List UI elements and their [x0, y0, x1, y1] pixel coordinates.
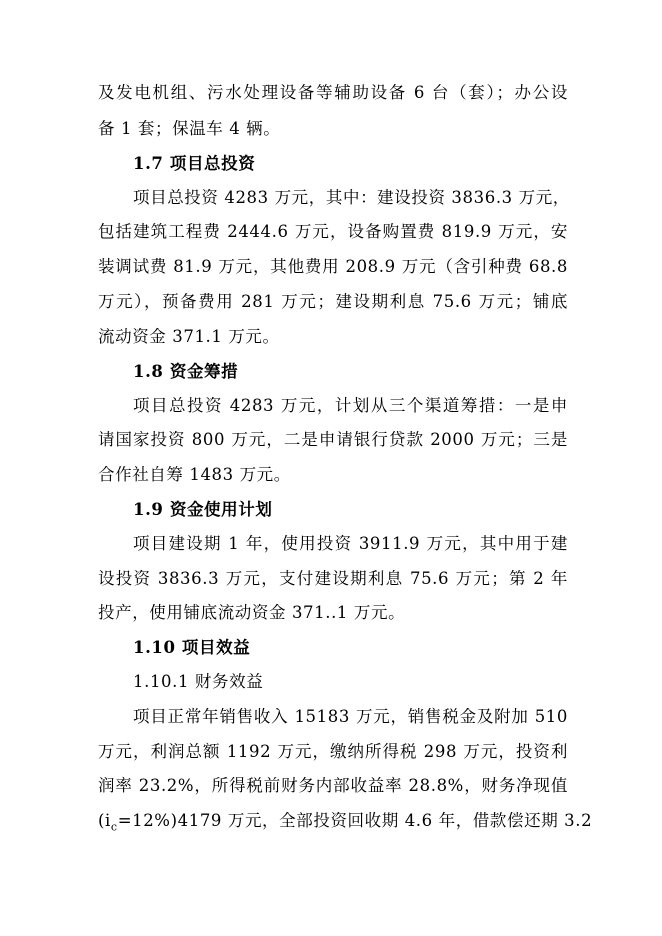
section-heading-1-7: 1.7 项目总投资: [133, 154, 256, 173]
section-heading-1-10: 1.10 项目效益: [133, 638, 251, 657]
paragraph-line: 装调试费 81.9 万元，其他费用 208.9 万元（含引种费 68.8: [98, 257, 568, 276]
paragraph-line: 流动资金 371.1 万元。: [98, 327, 280, 346]
paragraph-line: 项目建设期 1 年，使用投资 3911.9 万元，其中用于建: [133, 534, 568, 553]
paragraph-line: 润率 23.2%，所得税前财务内部收益率 28.8%，财务净现值: [98, 776, 568, 795]
formula-subscript: c: [110, 820, 118, 834]
paragraph-line: 万元），预备费用 281 万元；建设期利息 75.6 万元；铺底: [98, 292, 568, 311]
paragraph-line-formula: [98, 810, 593, 838]
formula-rest: =12%)4179 万元，全部投资回收期 4.6 年，借款偿还期 3.2: [117, 811, 593, 830]
paragraph-line: 备 1 套；保温车 4 辆。: [98, 119, 281, 138]
paragraph-line: 及发电机组、污水处理设备等辅助设备 6 台（套）；办公设: [98, 83, 568, 102]
formula-open: (i: [98, 811, 111, 830]
paragraph-line: 项目总投资 4283 万元，其中：建设投资 3836.3 万元，: [133, 188, 570, 207]
paragraph-line: 投产，使用铺底流动资金 371..1 万元。: [98, 603, 406, 622]
section-heading-1-9: 1.9 资金使用计划: [133, 500, 273, 519]
paragraph-line: 请国家投资 800 万元，二是申请银行贷款 2000 万元；三是: [98, 430, 568, 449]
section-heading-1-8: 1.8 资金筹措: [133, 362, 239, 381]
paragraph-line: 合作社自筹 1483 万元。: [98, 465, 291, 484]
paragraph-line: 项目总投资 4283 万元，计划从三个渠道筹措：一是申: [133, 396, 568, 415]
paragraph-line: 项目正常年销售收入 15183 万元，销售税金及附加 510: [133, 707, 568, 726]
paragraph-line: 包括建筑工程费 2444.6 万元，设备购置费 819.9 万元，安: [98, 222, 568, 241]
sub-heading-1-10-1: 1.10.1 财务效益: [133, 672, 264, 691]
paragraph-line: 设投资 3836.3 万元，支付建设期利息 75.6 万元；第 2 年: [98, 569, 568, 588]
paragraph-line: 万元，利润总额 1192 万元，缴纳所得税 298 万元，投资利: [98, 742, 568, 761]
